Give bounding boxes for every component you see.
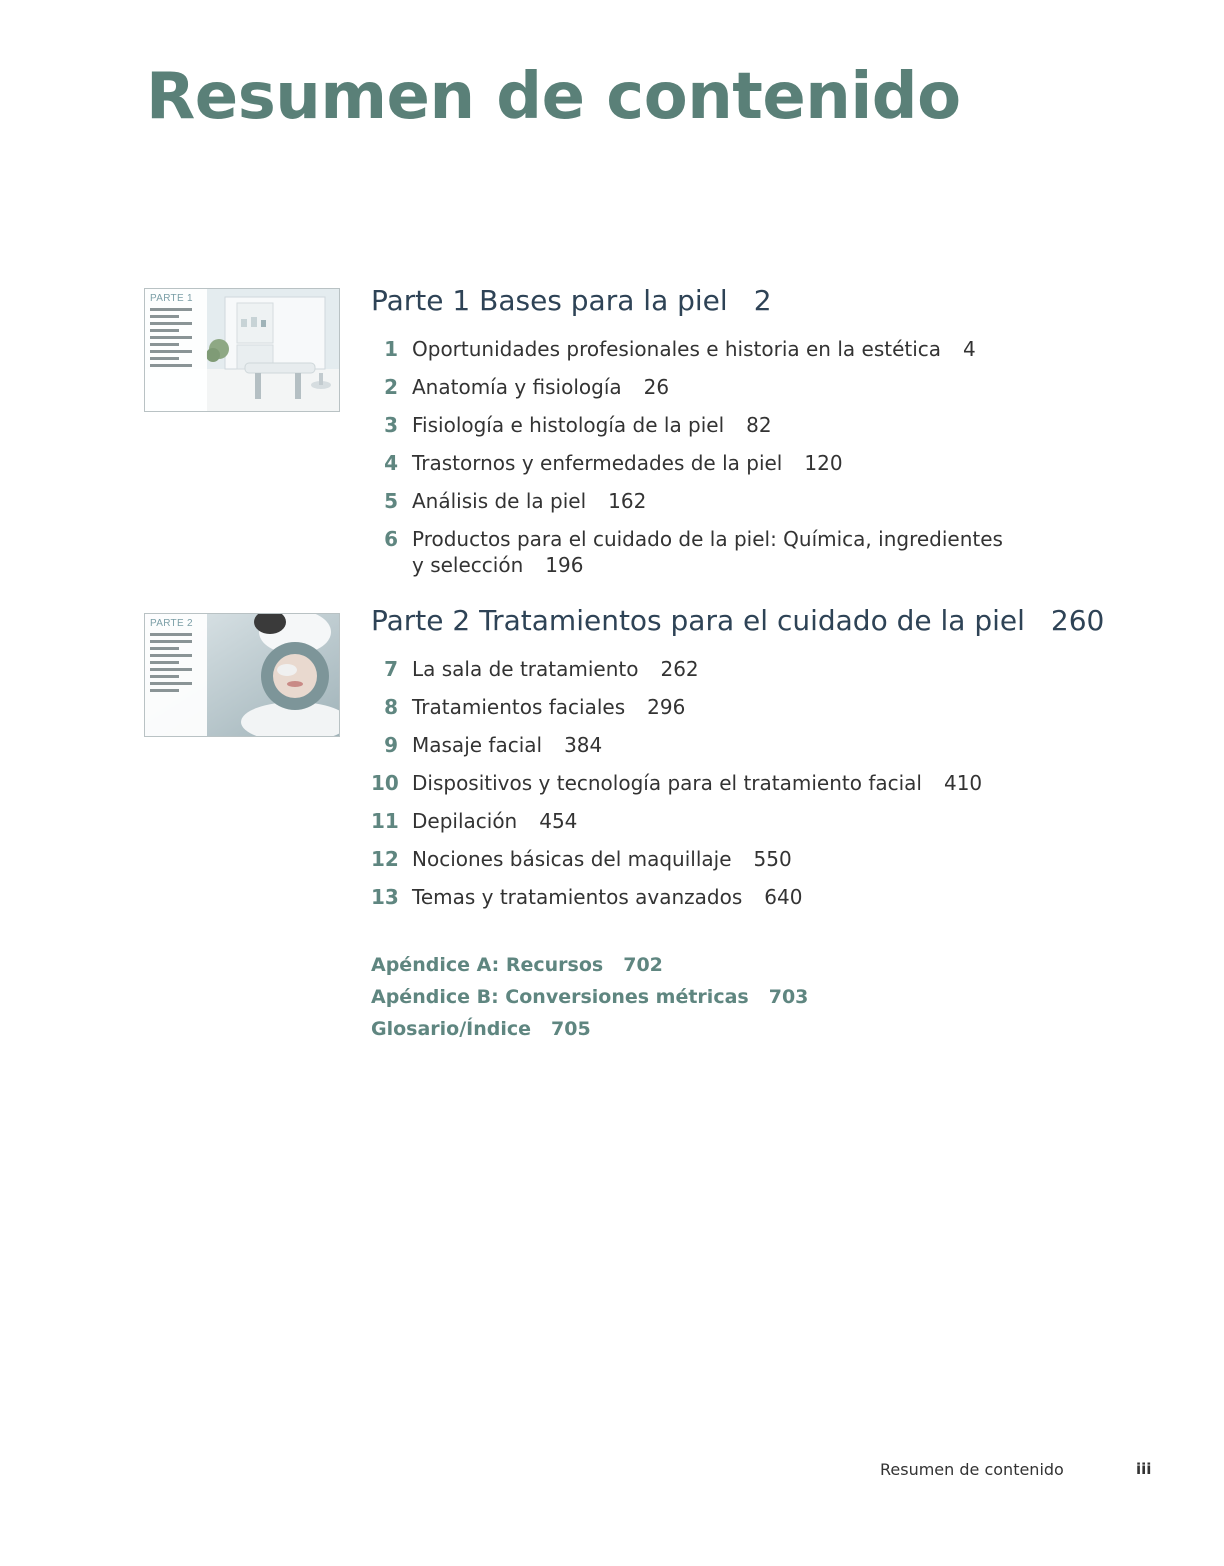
chapter-title: Análisis de la piel [412, 489, 587, 513]
chapter-page: 26 [643, 375, 670, 399]
chapter-3[interactable] [371, 412, 772, 438]
chapter-13[interactable] [371, 884, 802, 910]
part-1-thumbnail-panel [145, 289, 207, 411]
chapter-number: 3 [384, 413, 398, 437]
part-2-thumbnail [144, 613, 340, 737]
chapter-1[interactable] [371, 336, 976, 362]
chapter-page: 454 [539, 809, 578, 833]
chapter-title: Anatomía y fisiología [412, 375, 622, 399]
part-2-thumbnail-panel [145, 614, 207, 736]
chapter-8[interactable] [371, 694, 685, 720]
chapter-number: 2 [384, 375, 398, 399]
appendix-page: 702 [623, 954, 663, 976]
chapter-title: Temas y tratamientos avanzados [412, 885, 743, 909]
chapter-11[interactable] [371, 808, 577, 834]
part-2-heading[interactable] [371, 604, 1104, 637]
chapter-number: 10 [371, 771, 399, 795]
appendix-title: Glosario/Índice [371, 1018, 532, 1040]
chapter-10[interactable] [371, 770, 982, 796]
chapter-number: 1 [384, 337, 398, 361]
chapter-page: 162 [608, 489, 647, 513]
chapter-number: 9 [384, 733, 398, 757]
part-1-thumbnail-label: PARTE 1 [150, 293, 193, 304]
chapter-number: 12 [371, 847, 399, 871]
chapter-title: Depilación [412, 809, 518, 833]
chapter-5[interactable] [371, 488, 646, 514]
chapter-6[interactable] [371, 526, 1003, 578]
chapter-title: La sala de tratamiento [412, 657, 639, 681]
chapter-page: 384 [564, 733, 603, 757]
appendix-title: Apéndice B: Conversiones métricas [371, 986, 749, 1008]
chapter-12[interactable] [371, 846, 792, 872]
glossary-index[interactable] [371, 1018, 591, 1040]
chapter-title: Tratamientos faciales [412, 695, 626, 719]
chapter-7[interactable] [371, 656, 699, 682]
chapter-4[interactable] [371, 450, 843, 476]
appendix-a[interactable] [371, 954, 663, 976]
chapter-page: 550 [753, 847, 792, 871]
chapter-9[interactable] [371, 732, 602, 758]
chapter-title: Dispositivos y tecnología para el tratamiento facial [412, 771, 922, 795]
chapter-page: 410 [943, 771, 983, 795]
chapter-2[interactable] [371, 374, 669, 400]
chapter-number: 6 [384, 527, 398, 551]
chapter-page: 120 [804, 451, 843, 475]
chapter-title: Masaje facial [412, 733, 543, 757]
chapter-number: 5 [384, 489, 398, 513]
part-2-page: 260 [1050, 604, 1105, 637]
footer-running-title: Resumen de contenido [880, 1460, 1064, 1479]
appendix-b[interactable] [371, 986, 808, 1008]
part-1-page: 2 [753, 284, 772, 317]
chapter-page: 196 [545, 553, 584, 577]
chapter-number: 4 [384, 451, 398, 475]
part-1-heading[interactable] [371, 284, 772, 317]
chapter-title: Productos para el cuidado de la piel: Química, ingredientes [412, 527, 1003, 551]
chapter-number: 13 [371, 885, 399, 909]
chapter-title: Nociones básicas del maquillaje [412, 847, 732, 871]
chapter-title-continuation: y selección [412, 553, 524, 577]
footer-page-number: iii [1136, 1460, 1152, 1478]
part-1-title: Parte 1 Bases para la piel [371, 284, 728, 317]
chapter-page: 4 [963, 337, 976, 361]
part-2-title: Parte 2 Tratamientos para el cuidado de la piel [371, 604, 1025, 637]
appendix-page: 705 [551, 1018, 591, 1040]
chapter-title: Fisiología e histología de la piel [412, 413, 725, 437]
chapter-page: 82 [746, 413, 772, 437]
chapter-page: 296 [647, 695, 686, 719]
part-2-thumbnail-label: PARTE 2 [150, 618, 193, 629]
part-1-thumbnail [144, 288, 340, 412]
chapter-page: 640 [764, 885, 803, 909]
chapter-number: 7 [384, 657, 398, 681]
chapter-page: 262 [660, 657, 699, 681]
chapter-title: Oportunidades profesionales e historia en la estética [412, 337, 942, 361]
chapter-title: Trastornos y enfermedades de la piel [412, 451, 783, 475]
chapter-number: 8 [384, 695, 398, 719]
chapter-number: 11 [371, 809, 399, 833]
page-title: Resumen de contenido [146, 60, 961, 134]
appendix-page: 703 [768, 986, 809, 1008]
appendix-title: Apéndice A: Recursos [371, 954, 604, 976]
